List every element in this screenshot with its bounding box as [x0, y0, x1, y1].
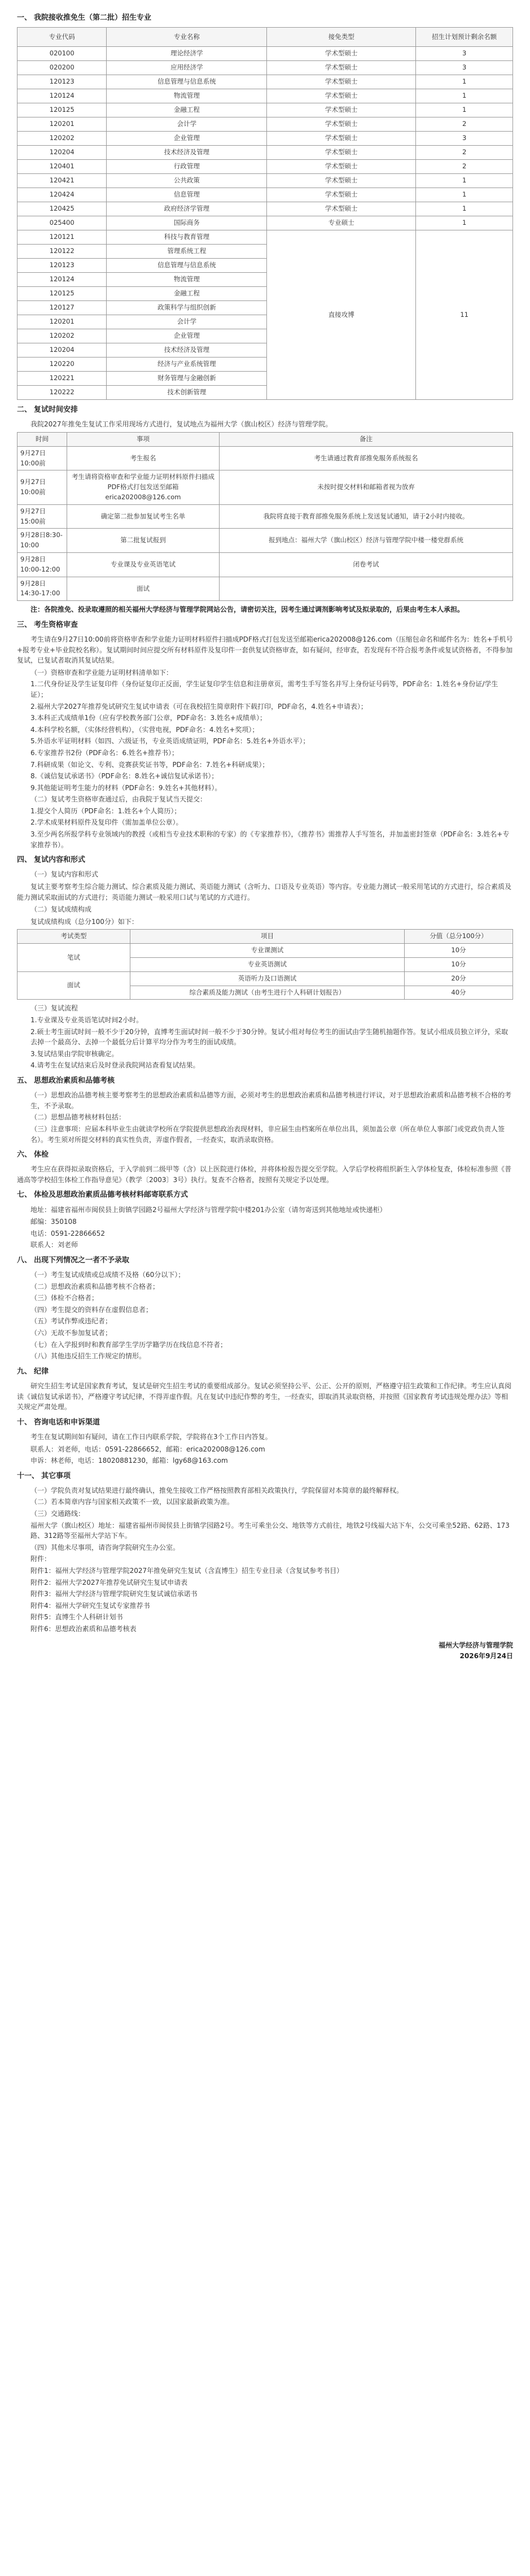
attachment-list [17, 1566, 513, 1634]
cell-quota: 1 [416, 174, 513, 188]
cell-score: 10分 [404, 958, 513, 972]
table-row [17, 174, 513, 188]
cell-time: 9月27日10:00前 [17, 470, 67, 504]
paragraph: 复试主要考察考生综合能力测试、综合素质及能力测试、英语能力测试（含听力、口语及专业英语）等内容。专业能力测试一般采用笔试的方式进行，综合素质及能力测试采取面试的方式进行；英语能力测试一般采用口试与笔试的方式进行。 [17, 883, 512, 901]
mail-address: 地址：福建省福州市闽侯县上街镇学园路2号福州大学经济与管理学院中楼201办公室（请勿寄送到其他地址或快递柜） [30, 1205, 387, 1214]
cell-item: 综合素质及能力测试（由考生进行个人科研计划报告） [130, 986, 405, 1000]
list-item: 2.硕士考生面试时间一般不少于20分钟，直博考生面试时间一般不少于30分钟。复试小组对每位考生的面试由学生随机抽题作答。复试小组成员独立评分，采取去掉一个最高分、去掉一个最低分后计算平均分作为考生的面试成绩。 [30, 1027, 508, 1047]
list-item: （一）资格审查和学业能力证明材料清单如下： [30, 668, 173, 677]
table-row [17, 529, 513, 553]
cell-name: 国际商务 [107, 216, 267, 230]
cell-note: 闭卷考试 [220, 553, 513, 577]
cell-quota: 1 [416, 89, 513, 103]
cell-type: 学术型硕士 [267, 75, 416, 89]
list-item: （五）考试作弊或违纪者； [30, 1317, 112, 1326]
cell-time: 9月27日15:00前 [17, 504, 67, 529]
postcode: 邮编：350108 [30, 1218, 77, 1226]
list-item: （四）其他未尽事项，请咨询学院研究生办公室。 [30, 1543, 180, 1551]
moral-list [17, 1090, 513, 1145]
table-row [17, 504, 513, 529]
cell-type: 学术型硕士 [267, 146, 416, 160]
schedule-intro: 我院2027年推免生复试工作采用现场方式进行，复试地点为福州大学（旗山校区）经济与管理学院。 [30, 420, 332, 429]
cell-name: 行政管理 [107, 160, 267, 174]
section-heading: 六、 体检 [17, 1150, 49, 1160]
contact-line: 联系人：刘老师，电话：0591-22866652，邮箱：erica202008@126.com [30, 1445, 265, 1453]
cell-time: 9月28日10:00-12:00 [17, 553, 67, 577]
rejection-list [17, 1270, 513, 1362]
cell-quota: 1 [416, 188, 513, 202]
cell-name: 金融工程 [107, 103, 267, 117]
cell-type: 学术型硕士 [267, 174, 416, 188]
header-item: 事项 [67, 432, 220, 446]
qualification-intro: 考生请在9月27日10:00前将资格审查和学业能力证明材料原件扫描成PDF格式打包发送至邮箱erica202008@126.com（压缩包命名和邮件名为：姓名+手机号+报考专业+毕业院校名称）。复试期间时间应提交所有材料原件及复印件一套供复试资格审查，如有疑问，经审查，若发现有不符合报考条件或复试资格者，不得参加复试，已复试者取消其复试结果。 [17, 635, 513, 665]
list-item: 1.二代身份证及学生证复印件（身份证复印正反面，学生证复印学生信息和注册章页，需考生手写签名并写上身份证号码等，PDF命名：1.姓名+身份证/学生证）； [30, 680, 498, 699]
list-item: （一）考生复试成绩或总成绩不及格（60分以下）； [30, 1271, 185, 1279]
cell-item: 专业课测试 [130, 944, 405, 958]
cell-name: 信息管理 [107, 188, 267, 202]
cell-code: 120201 [17, 315, 107, 329]
table-row [17, 75, 513, 89]
attachments-title: 附件： [30, 1555, 51, 1563]
header-exam-type: 考试类型 [17, 930, 130, 944]
table-row [17, 446, 513, 470]
cell-name: 管理系统工程 [107, 245, 267, 259]
attachment-link[interactable]: 附件6：思想政治素质和品德考核表 [30, 1624, 137, 1633]
organization: 福州大学经济与管理学院 [438, 1641, 513, 1649]
table-row [17, 230, 513, 245]
table-row [17, 160, 513, 174]
cell-name: 物流管理 [107, 89, 267, 103]
list-item: （七）在入学报到时和教育部学生学历学籍学历在线信息不符者； [30, 1340, 227, 1349]
cell-name: 企业管理 [107, 132, 267, 146]
section-heading: 四、 复试内容和形式 [17, 856, 86, 865]
cell-note: 报到地点：福州大学（旗山校区）经济与管理学院中楼一楼党群系统 [220, 529, 513, 553]
cell-quota: 1 [416, 216, 513, 230]
cell-code: 120125 [17, 103, 107, 117]
date: 2026年9月24日 [459, 1651, 513, 1660]
cell-type: 学术型硕士 [267, 47, 416, 61]
paragraph: 考生应在获得拟录取资格后，于入学前到二级甲等（含）以上医院进行体检，并将体检报告提交至学院。入学后学校将组织新生入学体检复查，体检标准参照《普通高等学校招生体检工作指导意见》（教学〔2003〕3号）执行。复查不合格者，按照有关规定予以处理。 [17, 1165, 512, 1184]
list-item: 3.复试结果由学院审核确定。 [30, 1049, 119, 1058]
header-quota: 招生计划预计剩余名额 [416, 28, 513, 47]
cell-quota: 3 [416, 132, 513, 146]
section-heading: 一、 我院接收推免生（第二批）招生专业 [17, 14, 152, 22]
cell-code: 120222 [17, 386, 107, 400]
signature-block [17, 1640, 513, 1662]
cell-code: 020200 [17, 61, 107, 75]
cell-code: 120124 [17, 273, 107, 287]
table-row [17, 971, 513, 986]
score-table [17, 929, 513, 1000]
cell-name: 政府经济学管理 [107, 202, 267, 216]
cell-item: 专业英语测试 [130, 958, 405, 972]
list-item: （一）思想政治品德考核主要考察考生的思想政治素质和品德等方面，必须对考生的思想政治素质和品德考核进行评议，对于思想政治素质和品德考核不合格的考生，不予录取。 [30, 1091, 512, 1110]
list-item: （二）复试考生资格审查通过后，由我院于复试当天提交： [30, 795, 207, 804]
cell-item: 第二批复试报到 [67, 529, 220, 553]
table-row [17, 146, 513, 160]
section-heading: 十、 咨询电话和申诉渠道 [17, 1418, 100, 1427]
cell-code: 120125 [17, 287, 107, 301]
qualification-list [17, 668, 513, 851]
paragraph: 考生在复试期间如有疑问，请在工作日内联系学院，学院将在3个工作日内答复。 [30, 1432, 272, 1441]
list-item: 1.提交个人简历（PDF命名：1.姓名+个人简历）； [30, 807, 181, 815]
cell-code: 120221 [17, 372, 107, 386]
cell-code: 120202 [17, 329, 107, 343]
cell-name: 技术创新管理 [107, 386, 267, 400]
attachment-link[interactable]: 附件3：福州大学经济与管理学院研究生复试诚信承诺书 [30, 1590, 198, 1598]
table-row [17, 117, 513, 132]
cell-name: 会计学 [107, 315, 267, 329]
cell-quota: 1 [416, 202, 513, 216]
list-item: 1.专业课及专业英语笔试时间2小时。 [30, 1016, 143, 1025]
section-heading: 三、 考生资格审查 [17, 620, 78, 629]
list-item: 6.专家推荐书2份（PDF命名：6.姓名+推荐书）； [30, 748, 178, 757]
cell-item: 英语听力及口语测试 [130, 971, 405, 986]
cell-score: 10分 [404, 944, 513, 958]
list-item: （六）无故不参加复试者； [30, 1329, 112, 1337]
header-code: 专业代码 [17, 28, 107, 47]
list-item: 4.本科学校名额，（实体经营机构），（实营电视，PDF命名：4.姓名+奖项）； [30, 725, 259, 734]
cell-note: 我院将直接于教育部推免服务系统上发送复试通知，请于2小时内接收。 [220, 504, 513, 529]
cell-code: 120202 [17, 132, 107, 146]
list-item: 3.至少两名所报学科专业领域内的教授（或相当专业技术职称的专家）的《专家推荐书》，《推荐书》需推荐人手写签名，并加盖密封签章（PDF命名：3.姓名+专家推荐书）。 [30, 830, 510, 849]
list-item: 2.学术成果材料原件及复印件（需加盖单位公章）。 [30, 818, 183, 827]
paragraph: 研究生招生考试是国家教育考试，复试是研究生招生考试的重要组成部分。复试必须坚持公平、公正、公开的原则，严格遵守招生政策和工作纪律。考生应认真阅读《诚信复试承诺书》，严格遵守考试纪律，不得弄虚作假。凡在复试中违纪作弊的考生，一经查实，即取消其录取资格，并按照《国家教育考试违规处理办法》等相关规定严肃处理。 [17, 1381, 512, 1411]
cell-quota: 1 [416, 75, 513, 89]
cell-code: 120122 [17, 245, 107, 259]
table-row [17, 103, 513, 117]
cell-name: 政策科学与组织创新 [107, 301, 267, 315]
list-item: 8.《诚信复试承诺书》（PDF命名：8.姓名+诚信复试承诺书）； [30, 772, 218, 781]
sub-heading: （二）复试成绩构成 [30, 905, 92, 914]
table-row [17, 944, 513, 958]
attachment-link[interactable]: 附件2：福州大学2027年推荐免试研究生复试申请表 [30, 1578, 188, 1586]
contact-line: 申诉：林老师，电话：18020881230，邮箱：lgy68@163.com [30, 1457, 228, 1465]
header-time: 时间 [17, 432, 67, 446]
phone: 电话：0591-22866652 [30, 1229, 105, 1237]
section-heading: 九、 纪律 [17, 1367, 49, 1376]
list-item: 福州大学（旗山校区）地址：福建省福州市闽侯县上街镇学园路2号。考生可乘坐公交、地铁等方式前往，地铁2号线福大站下车，公交可乘坐52路、62路、173路、312路等至福州大学站下车。 [30, 1521, 510, 1540]
table-row [17, 132, 513, 146]
table-row [17, 188, 513, 202]
cell-score: 40分 [404, 986, 513, 1000]
cell-note [220, 577, 513, 601]
cell-item: 专业课及专业英语笔试 [67, 553, 220, 577]
paragraph: 复试成绩构成（总分100分）如下： [30, 917, 138, 926]
cell-name: 技术经济及管理 [107, 146, 267, 160]
table-row [17, 89, 513, 103]
cell-code: 120121 [17, 230, 107, 245]
cell-code: 120201 [17, 117, 107, 132]
cell-type: 学术型硕士 [267, 61, 416, 75]
list-item: （四）考生提交的资料存在虚假信息者； [30, 1305, 153, 1314]
cell-name: 企业管理 [107, 329, 267, 343]
list-item: （三）体检不合格者； [30, 1294, 99, 1302]
cell-quota: 2 [416, 117, 513, 132]
list-item: 2.福州大学2027年推荐免试研究生复试申请表（可在我校招生简章附件下载打印，PDF命名，4.姓名+申请表）； [30, 702, 367, 711]
cell-quota: 11 [416, 230, 513, 400]
contact-person: 联系人：刘老师 [30, 1241, 78, 1249]
cell-name: 信息管理与信息系统 [107, 75, 267, 89]
cell-type: 学术型硕士 [267, 89, 416, 103]
cell-name: 应用经济学 [107, 61, 267, 75]
cell-type: 学术型硕士 [267, 188, 416, 202]
cell-exam-type: 面试 [17, 971, 130, 1000]
list-item: （八）其他违反招生工作规定的情形。 [30, 1352, 146, 1361]
table-row [17, 47, 513, 61]
cell-note: 考生请通过教育部推免服务系统报名 [220, 446, 513, 470]
cell-name: 技术经济及管理 [107, 343, 267, 358]
header-item: 项目 [130, 930, 405, 944]
cell-item: 面试 [67, 577, 220, 601]
cell-code: 120421 [17, 174, 107, 188]
schedule-notice: 注：各院推免、投录取遵照的相关福州大学经济与管理学院网站公告，请密切关注，因考生通过调剂影响考试及拟录取的，后果由考生本人承担。 [30, 605, 465, 614]
schedule-table [17, 432, 513, 601]
list-item: 3.本科正式成绩单1份（应有学校教务部门公章，PDF命名：3.姓名+成绩单）； [30, 714, 266, 722]
cell-quota: 3 [416, 61, 513, 75]
sub-heading: （三）复试流程 [30, 1004, 78, 1013]
attachment-link[interactable]: 附件5：直博生个人科研计划书 [30, 1613, 123, 1622]
cell-item: 考生请将资格审查和学业能力证明材料原件扫描成PDF格式打包发送至邮箱erica202008@126.com [67, 470, 220, 504]
cell-name: 理论经济学 [107, 47, 267, 61]
cell-item: 确定第二批参加复试考生名单 [67, 504, 220, 529]
cell-type: 学术型硕士 [267, 132, 416, 146]
sub-heading: （一）复试内容和形式 [30, 870, 99, 879]
list-item: 9.其他能证明考生能力的材料（PDF命名：9.姓名+其他材料）。 [30, 783, 222, 792]
cell-code: 020100 [17, 47, 107, 61]
cell-type: 学术型硕士 [267, 202, 416, 216]
cell-code: 120204 [17, 146, 107, 160]
cell-name: 物流管理 [107, 273, 267, 287]
section-heading: 八、 出现下列情况之一者不予录取 [17, 1256, 130, 1265]
section-heading: 十一、 其它事项 [17, 1471, 71, 1480]
cell-name: 信息管理与信息系统 [107, 259, 267, 273]
cell-item: 考生报名 [67, 446, 220, 470]
section-heading: 七、 体检及思想政治素质品德考核材料邮寄联系方式 [17, 1191, 189, 1200]
cell-type: 学术型硕士 [267, 117, 416, 132]
cell-code: 120220 [17, 358, 107, 372]
table-row [17, 577, 513, 601]
cell-code: 120127 [17, 301, 107, 315]
other-list [17, 1485, 513, 1553]
section-heading: 五、 思想政治素质和品德考核 [17, 1076, 115, 1085]
cell-type: 专业硕士 [267, 216, 416, 230]
header-name: 专业名称 [107, 28, 267, 47]
header-type: 接免类型 [267, 28, 416, 47]
list-item: （一）学院负责对复试结果进行最终确认，推免生接收工作严格按照教育部相关政策执行，学院保留对本简章的最终解释权。 [30, 1486, 404, 1494]
cell-quota: 2 [416, 160, 513, 174]
cell-code: 120124 [17, 89, 107, 103]
cell-time: 9月27日10:00前 [17, 446, 67, 470]
section-heading: 二、 复试时间安排 [17, 406, 78, 415]
cell-exam-type: 笔试 [17, 944, 130, 972]
table-row [17, 61, 513, 75]
process-list [17, 1015, 513, 1071]
cell-type: 直接攻博 [267, 230, 416, 400]
cell-name: 财务管理与金融创新 [107, 372, 267, 386]
cell-name: 科技与教育管理 [107, 230, 267, 245]
majors-table [17, 27, 513, 400]
list-item: （二）若本简章内容与国家相关政策不一致，以国家最新政策为准。 [30, 1498, 234, 1506]
cell-code: 025400 [17, 216, 107, 230]
cell-code: 120123 [17, 75, 107, 89]
cell-code: 120401 [17, 160, 107, 174]
cell-code: 120123 [17, 259, 107, 273]
cell-time: 9月28日8:30-10:00 [17, 529, 67, 553]
table-row [17, 216, 513, 230]
cell-name: 公共政策 [107, 174, 267, 188]
list-item: 5.外语水平证明材料（如四、六级证书，专业英语成绩证明，PDF命名：5.姓名+外语水平）； [30, 737, 310, 746]
table-row [17, 553, 513, 577]
cell-quota: 2 [416, 146, 513, 160]
cell-name: 金融工程 [107, 287, 267, 301]
cell-code: 120425 [17, 202, 107, 216]
table-row [17, 202, 513, 216]
attachment-link[interactable]: 附件1：福州大学经济与管理学院2027年推免研究生复试（含直博生）招生专业目录（含复试参考书目） [30, 1566, 344, 1575]
cell-type: 学术型硕士 [267, 103, 416, 117]
header-score: 分值（总分100分） [404, 930, 513, 944]
list-item: （三）注意事项：应届本科毕业生由就读学校所在学院提供思想政治表现材料，非应届生由档案所在单位出具，须加盖公章（所在单位人事部门或党政负责人签名）。考生须对所提交材料的真实性负责，弄虚作假者，一经查实，取消录取资格。 [30, 1124, 505, 1144]
table-row [17, 470, 513, 504]
cell-name: 会计学 [107, 117, 267, 132]
list-item: （三）交通路线： [30, 1510, 85, 1518]
cell-time: 9月28日14:30-17:00 [17, 577, 67, 601]
list-item: 7.科研成果（如论文、专利、竞赛获奖证书等，PDF命名：7.姓名+科研成果）； [30, 760, 269, 769]
cell-code: 120204 [17, 343, 107, 358]
list-item: （二）思想品德考核材料包括： [30, 1113, 126, 1122]
list-item: （二）思想政治素质和品德考核不合格者； [30, 1282, 160, 1291]
cell-quota: 1 [416, 103, 513, 117]
cell-score: 20分 [404, 971, 513, 986]
attachment-link[interactable]: 附件4：福州大学研究生复试专家推荐书 [30, 1601, 150, 1610]
header-note: 备注 [220, 432, 513, 446]
cell-name: 经济与产业系统管理 [107, 358, 267, 372]
cell-quota: 3 [416, 47, 513, 61]
cell-code: 120424 [17, 188, 107, 202]
list-item: 4.请考生在复试结束后及时登录我院网站查看复试结果。 [30, 1061, 200, 1070]
cell-note: 未按时提交材料和邮箱者视为放弃 [220, 470, 513, 504]
cell-type: 学术型硕士 [267, 160, 416, 174]
